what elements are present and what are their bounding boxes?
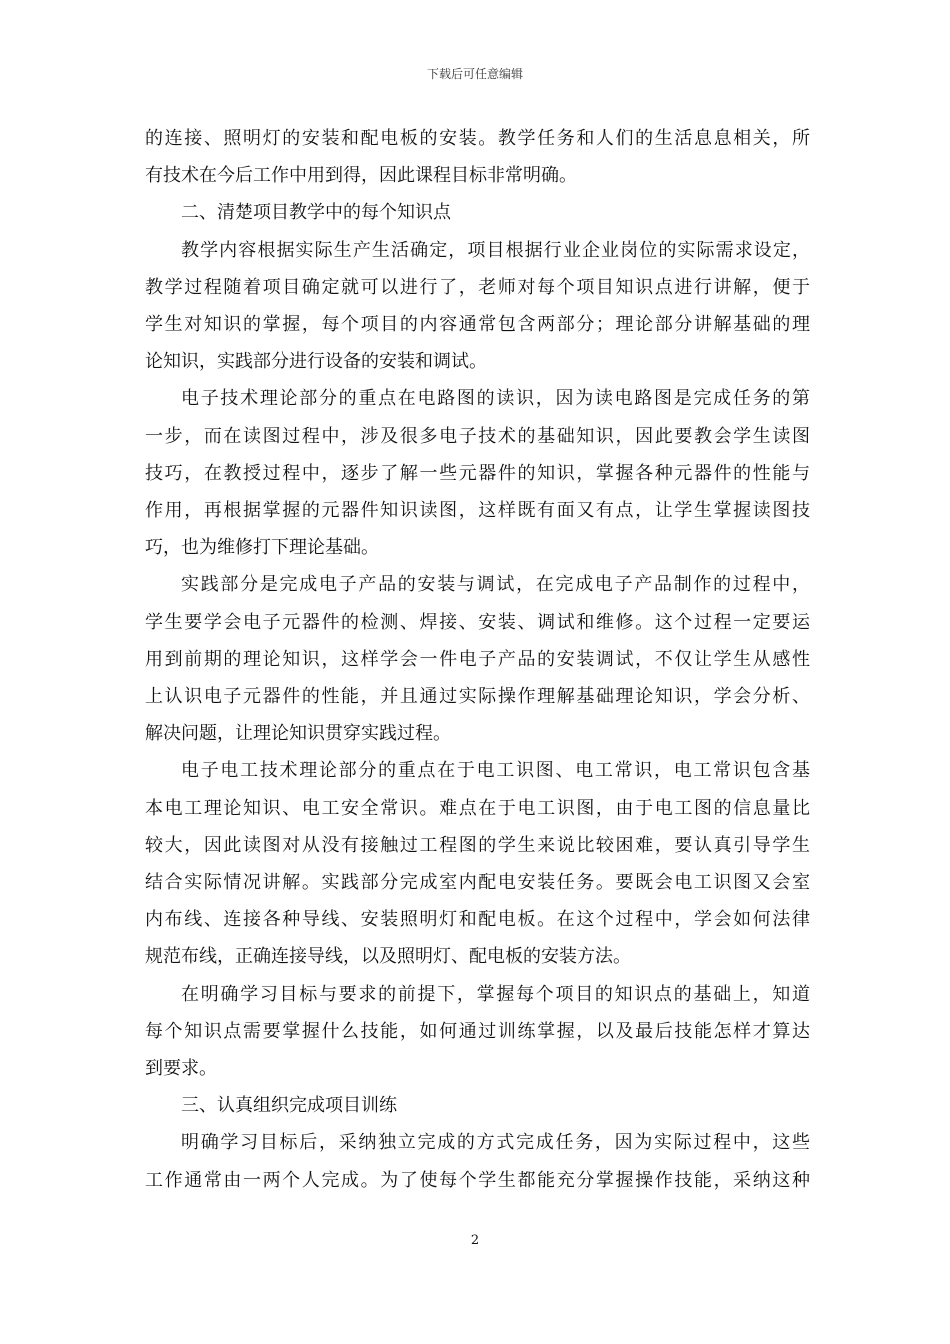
paragraph-teaching-content: [145, 232, 810, 381]
paragraph-electronics-theory: [145, 380, 810, 566]
text-line: 明确学习目标后，采纳独立完成的方式完成任务，因为实际过程中，这些: [181, 1132, 810, 1154]
text-line: 较大，因此读图对从没有接触过工程图的学生来说比较困难，要认真引导学生: [145, 834, 810, 856]
text-line: 电子电工技术理论部分的重点在于电工识图、电工常识，电工常识包含基: [181, 760, 810, 782]
text-line: 作用，再根据掌握的元器件知识读图，这样既有面又有点，让学生掌握读图技: [145, 500, 810, 522]
page-header: 下载后可任意编辑: [426, 67, 523, 81]
paragraph-independent-work: [145, 1124, 810, 1198]
text-line: 电子技术理论部分的重点在电路图的读识，因为读电路图是完成任务的第: [181, 388, 810, 410]
paragraph-continuation: [145, 120, 810, 194]
text-line: 工作通常由一两个人完成。为了使每个学生都能充分掌握操作技能，采纳这种: [145, 1169, 810, 1191]
text-line: 教学过程随着项目确定就可以进行了，老师对每个项目知识点进行讲解，便于: [145, 276, 810, 298]
text-line: 结合实际情况讲解。实践部分完成室内配电安装任务。要既会电工识图又会室: [145, 872, 810, 894]
paragraph-electrical-theory: [145, 752, 810, 975]
text-line: 在明确学习目标与要求的前提下，掌握每个项目的知识点的基础上，知道: [181, 983, 810, 1005]
text-line: 巧，也为维修打下理论基础。: [145, 537, 379, 559]
text-line: 学生要学会电子元器件的检测、焊接、安装、调试和维修。这个过程一定要运: [145, 611, 810, 633]
heading-text: 二、清楚项目教学中的每个知识点: [181, 202, 451, 224]
page-number: 2: [470, 1233, 480, 1248]
heading-text: 三、认真组织完成项目训练: [181, 1095, 397, 1117]
text-line: 内布线、连接各种导线、安装照明灯和配电板。在这个过程中，学会如何法律: [145, 909, 810, 931]
text-line: 学生对知识的掌握，每个项目的内容通常包含两部分；理论部分讲解基础的理: [145, 314, 810, 336]
text-line: 上认识电子元器件的性能，并且通过实际操作理解基础理论知识，学会分析、: [145, 686, 810, 708]
paragraph-learning-goals: [145, 976, 810, 1088]
paragraph-practice: [145, 566, 810, 752]
section-heading-3: [145, 1087, 810, 1124]
text-line: 实践部分是完成电子产品的安装与调试，在完成电子产品制作的过程中，: [181, 574, 810, 596]
document-body: [145, 120, 810, 1199]
text-line: 教学内容根据实际生产生活确定，项目根据行业企业岗位的实际需求设定，: [181, 239, 810, 261]
text-line: 的连接、照明灯的安装和配电板的安装。教学任务和人们的生活息息相关，所: [145, 128, 810, 149]
text-line: 有技术在今后工作中用到得，因此课程目标非常明确。: [145, 165, 577, 187]
text-line: 解决问题，让理论知识贯穿实践过程。: [145, 723, 451, 745]
text-line: 一步，而在读图过程中，涉及很多电子技术的基础知识，因此要教会学生读图: [145, 425, 810, 447]
text-line: 到要求。: [145, 1058, 217, 1080]
text-line: 论知识，实践部分进行设备的安装和调试。: [145, 351, 487, 373]
text-line: 每个知识点需要掌握什么技能，如何通过训练掌握，以及最后技能怎样才算达: [145, 1020, 810, 1042]
text-line: 用到前期的理论知识，这样学会一件电子产品的安装调试，不仅让学生从感性: [145, 648, 810, 670]
section-heading-2: [145, 194, 810, 231]
text-line: 本电工理论知识、电工安全常识。难点在于电工识图，由于电工图的信息量比: [145, 797, 810, 819]
text-line: 技巧，在教授过程中，逐步了解一些元器件的知识，掌握各种元器件的性能与: [145, 462, 810, 484]
text-line: 规范布线，正确连接导线，以及照明灯、配电板的安装方法。: [145, 946, 631, 968]
